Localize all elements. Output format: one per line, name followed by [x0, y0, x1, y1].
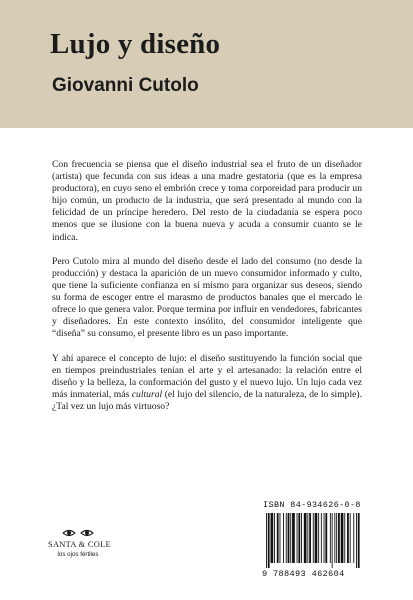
blurb-paragraph-3-start: Y ahí aparece el concepto de lujo: el diseño sustituyendo la función social que en tiempos preindustriales tenían el arte y el artesanado: la relación entre el diseño y la belleza, la conformación del gusto y el nuevo lujo. Un lujo cada vez más inmaterial, más — [52, 352, 362, 400]
publisher-name: SANTA & COLE — [48, 540, 111, 549]
blurb-paragraph-3 — [52, 353, 362, 413]
isbn-label: ISBN 84-934626-0-8 — [263, 500, 361, 510]
blurb-paragraph-3-end: (el lujo del silencio, de la naturaleza, de lo simple). ¿Tal vez un lujo más virtuoso? — [52, 388, 362, 412]
eyes-logo-icon — [61, 528, 95, 538]
publisher-logo — [48, 528, 111, 558]
publisher-series: los ojos fértiles — [57, 551, 99, 558]
blurb-emphasis-cultural: cultural — [131, 388, 163, 400]
blurb-paragraph-2: Pero Cutolo mira al mundo del diseño desde el lado del consumo (no desde la producción) y destaca la aparición de un nuevo consumidor informado y culto, que tiene la suficiente confianza en sí mismo para organizar sus deseos, siendo su forma de escoger entre el marasmo de productos banales que el mercado le ofrece lo que genera valor. Porque termina por influir en vendedores, fabricantes y diseñadores. En este contexto insólito, del consumidor inteligente que “diseña” su consumo, el presente libro es un paso importante. — [52, 255, 362, 340]
blurb-paragraph-1: Con frecuencia se piensa que el diseño industrial sea el fruto de un diseñador (artista) que fecunda con sus ideas a una madre gestatoria (que es la empresa productora), en cuyo seno el embrión crece y toma corporeidad para producir un hijo común, un producto de la industria, que será presentado al mundo con la felicidad de un príncipe heredero. Del resto de la ciudadanía se espera poco menos que se ilusione con la buena nueva y acuda a consumir cuanto se le indica. — [52, 159, 362, 243]
book-author: Giovanni Cutolo — [52, 75, 199, 96]
barcode-icon — [262, 513, 362, 568]
isbn-barcode — [262, 500, 362, 579]
header-band — [0, 0, 413, 128]
blurb-text — [52, 159, 362, 413]
book-title: Lujo y diseño — [50, 28, 221, 60]
barcode-digits: 9 788493 462604 — [262, 569, 345, 579]
